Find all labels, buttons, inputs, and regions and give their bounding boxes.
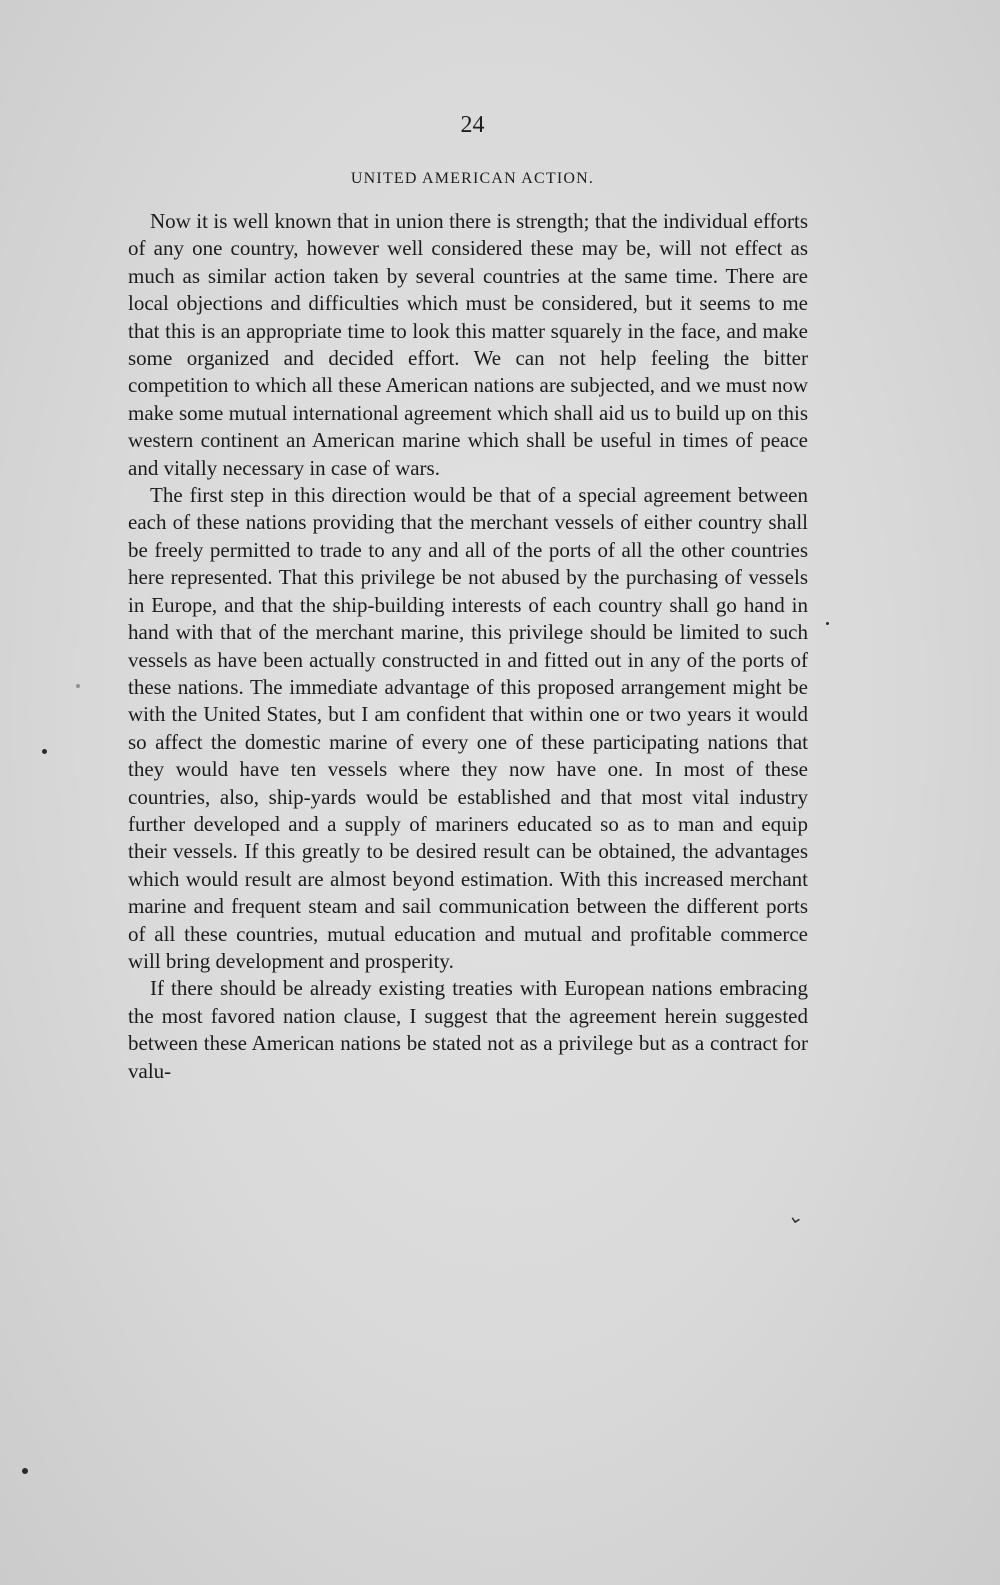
check-mark-icon: ⌄ [785, 1202, 808, 1230]
running-head: UNITED AMERICAN ACTION. [350, 170, 595, 187]
body-text [128, 208, 808, 1085]
ink-speck [826, 622, 829, 625]
paragraph-3: If there should be already existing treaties with European nations embracing the most favored nation clause, I suggest that the agreement herein suggested between these American nations be stated not as a privilege but as a contract for valu- [128, 976, 808, 1083]
ink-speck [22, 1468, 28, 1474]
ink-speck [42, 749, 47, 754]
page-number: 24 [460, 112, 485, 138]
paragraph-1: Now it is well known that in union there is strength; that the individual efforts of any one country, however well considered these may be, will not effect as much as similar action taken by several countries at the same time. There are local objections and difficulties which must be considered, but it seems to me that this is an appropriate time to look this matter squarely in the face, and make some organized and decided effort. We can not help feeling the bitter competition to which all these American nations are subjected, and we must now make some mutual international agreement which shall aid us to build up on this western continent an American marine which shall be useful in times of peace and vitally necessary in case of wars. [128, 209, 808, 480]
ink-speck [76, 684, 80, 688]
paragraph-2: The first step in this direction would be that of a special agreement between each of these nations providing that the merchant vessels of either country shall be freely permitted to trade to any and all of the ports of all the other countries here represented. That this privilege be not abused by the purchasing of vessels in Europe, and that the ship-building interests of each country shall go hand in hand with that of the merchant marine, this privilege should be limited to such vessels as have been actually constructed in and fitted out in any of the ports of these nations. The immediate advantage of this proposed arrangement might be with the United States, but I am confident that within one or two years it would so affect the domestic marine of every one of these participating nations that they would have ten vessels where they now have one. In most of these countries, also, ship-yards would be established and that most vital industry further developed and a supply of mariners educated so as to man and equip their vessels. If this greatly to be desired result can be obtained, the advantages which would result are almost beyond estimation. With this increased merchant marine and frequent steam and sail communication between the different ports of all these countries, mutual education and mutual and profitable commerce will bring development and prosperity. [128, 483, 808, 973]
